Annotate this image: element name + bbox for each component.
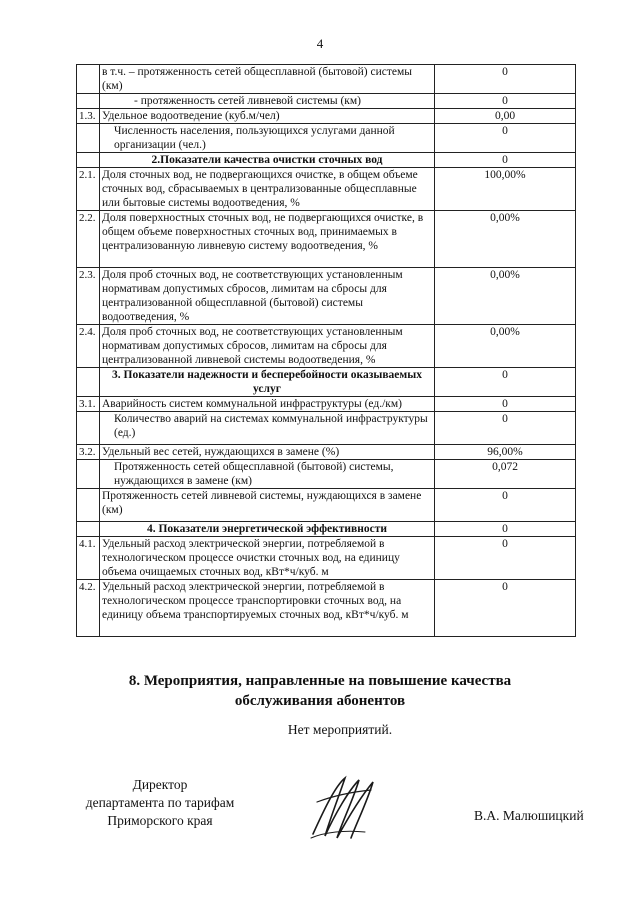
row-number — [77, 522, 100, 537]
row-description: Протяженность сетей ливневой системы, нуждающихся в замене (км) — [100, 489, 435, 522]
row-value: 0 — [435, 368, 576, 397]
signer-title-line1: Директор — [132, 777, 188, 792]
table-row — [77, 109, 576, 124]
row-description: Доля сточных вод, не подвергающихся очистке, в общем объеме сточных вод, сбрасываемых в централизованные общесплавные или бытовые системы водоотведения, % — [100, 168, 435, 211]
row-description: 3. Показатели надежности и бесперебойности оказываемых услуг — [100, 368, 435, 397]
row-description: 2.Показатели качества очистки сточных вод — [100, 153, 435, 168]
row-value: 0 — [435, 537, 576, 580]
row-description: - протяженность сетей ливневой системы (км) — [100, 94, 435, 109]
table-row — [77, 94, 576, 109]
row-value: 0,00% — [435, 268, 576, 325]
row-description: в т.ч. – протяженность сетей общесплавной (бытовой) системы (км) — [100, 65, 435, 94]
row-number: 3.2. — [77, 445, 100, 460]
row-value: 0 — [435, 124, 576, 153]
indicators-table — [76, 64, 576, 637]
row-number — [77, 65, 100, 94]
section-heading-line1: 8. Мероприятия, направленные на повышение качества — [128, 673, 512, 689]
row-value: 100,00% — [435, 168, 576, 211]
row-number: 1.3. — [77, 109, 100, 124]
row-description: Удельный расход электрической энергии, потребляемой в технологическом процессе очистки сточных вод, на единицу объема очищаемых сточных вод, кВт*ч/куб. м — [100, 537, 435, 580]
row-number: 4.2. — [77, 580, 100, 637]
section-row — [77, 522, 576, 537]
table-row — [77, 489, 576, 522]
row-description: 4. Показатели энергетической эффективности — [100, 522, 435, 537]
section-heading-line2: обслуживания абонентов — [234, 693, 406, 709]
row-value: 0 — [435, 397, 576, 412]
no-measures-text: Нет мероприятий. — [287, 722, 393, 737]
table-row — [77, 397, 576, 412]
row-value: 0 — [435, 580, 576, 637]
row-value: 0,072 — [435, 460, 576, 489]
section-row — [77, 153, 576, 168]
row-value: 0 — [435, 153, 576, 168]
section-row — [77, 368, 576, 397]
row-description: Доля проб сточных вод, не соответствующих установленным нормативам допустимых сбросов, лимитам на сбросы для централизованной общесплавной (бытовой) системы водоотведения, % — [100, 268, 435, 325]
row-value: 0,00 — [435, 109, 576, 124]
table-row — [77, 580, 576, 637]
section-heading — [0, 671, 640, 711]
row-number — [77, 124, 100, 153]
row-value: 0,00% — [435, 211, 576, 268]
table-row — [77, 124, 576, 153]
row-description: Численность населения, пользующихся услугами данной организации (чел.) — [100, 124, 435, 153]
table-row — [77, 268, 576, 325]
row-description: Аварийность систем коммунальной инфраструктуры (ед./км) — [100, 397, 435, 412]
table-row — [77, 445, 576, 460]
row-number — [77, 460, 100, 489]
signer-title — [60, 776, 260, 830]
row-number — [77, 368, 100, 397]
row-number: 4.1. — [77, 537, 100, 580]
row-value: 0 — [435, 412, 576, 445]
table-row — [77, 211, 576, 268]
row-description: Удельный вес сетей, нуждающихся в замене (%) — [100, 445, 435, 460]
table-row — [77, 65, 576, 94]
row-number: 2.4. — [77, 325, 100, 368]
row-description: Протяженность сетей общесплавной (бытовой) системы, нуждающихся в замене (км) — [100, 460, 435, 489]
table-row — [77, 325, 576, 368]
row-number — [77, 489, 100, 522]
row-value: 0,00% — [435, 325, 576, 368]
row-value: 0 — [435, 65, 576, 94]
table-row — [77, 460, 576, 489]
row-number: 2.2. — [77, 211, 100, 268]
signer-title-line2: департамента по тарифам — [85, 795, 235, 810]
table-row — [77, 412, 576, 445]
row-number: 3.1. — [77, 397, 100, 412]
row-number — [77, 412, 100, 445]
row-value: 0 — [435, 94, 576, 109]
row-number — [77, 94, 100, 109]
row-value: 0 — [435, 489, 576, 522]
row-description: Удельное водоотведение (куб.м/чел) — [100, 109, 435, 124]
row-value: 96,00% — [435, 445, 576, 460]
indicators-table-body — [77, 65, 576, 637]
row-number: 2.3. — [77, 268, 100, 325]
row-description: Доля проб сточных вод, не соответствующих установленным нормативам допустимых сбросов, лимитам на сбросы для централизованной ливневой системы водоотведения, % — [100, 325, 435, 368]
row-number: 2.1. — [77, 168, 100, 211]
row-description: Доля поверхностных сточных вод, не подвергающихся очистке, в общем объеме поверхностных сточных вод, принимаемых в централизованную ливневую систему водоотведения, % — [100, 211, 435, 268]
row-value: 0 — [435, 522, 576, 537]
signature-mark — [305, 772, 385, 842]
row-number — [77, 153, 100, 168]
table-row — [77, 168, 576, 211]
row-description: Количество аварий на системах коммунальной инфраструктуры (ед.) — [100, 412, 435, 445]
signer-title-line3: Приморского края — [107, 813, 213, 828]
row-description: Удельный расход электрической энергии, потребляемой в технологическом процессе транспортировки сточных вод, на единицу объема транспортируемых сточных вод, кВт*ч/куб. м — [100, 580, 435, 637]
table-row — [77, 537, 576, 580]
page-number: 4 — [316, 36, 324, 51]
signer-name: В.А. Малюшицкий — [474, 808, 584, 823]
